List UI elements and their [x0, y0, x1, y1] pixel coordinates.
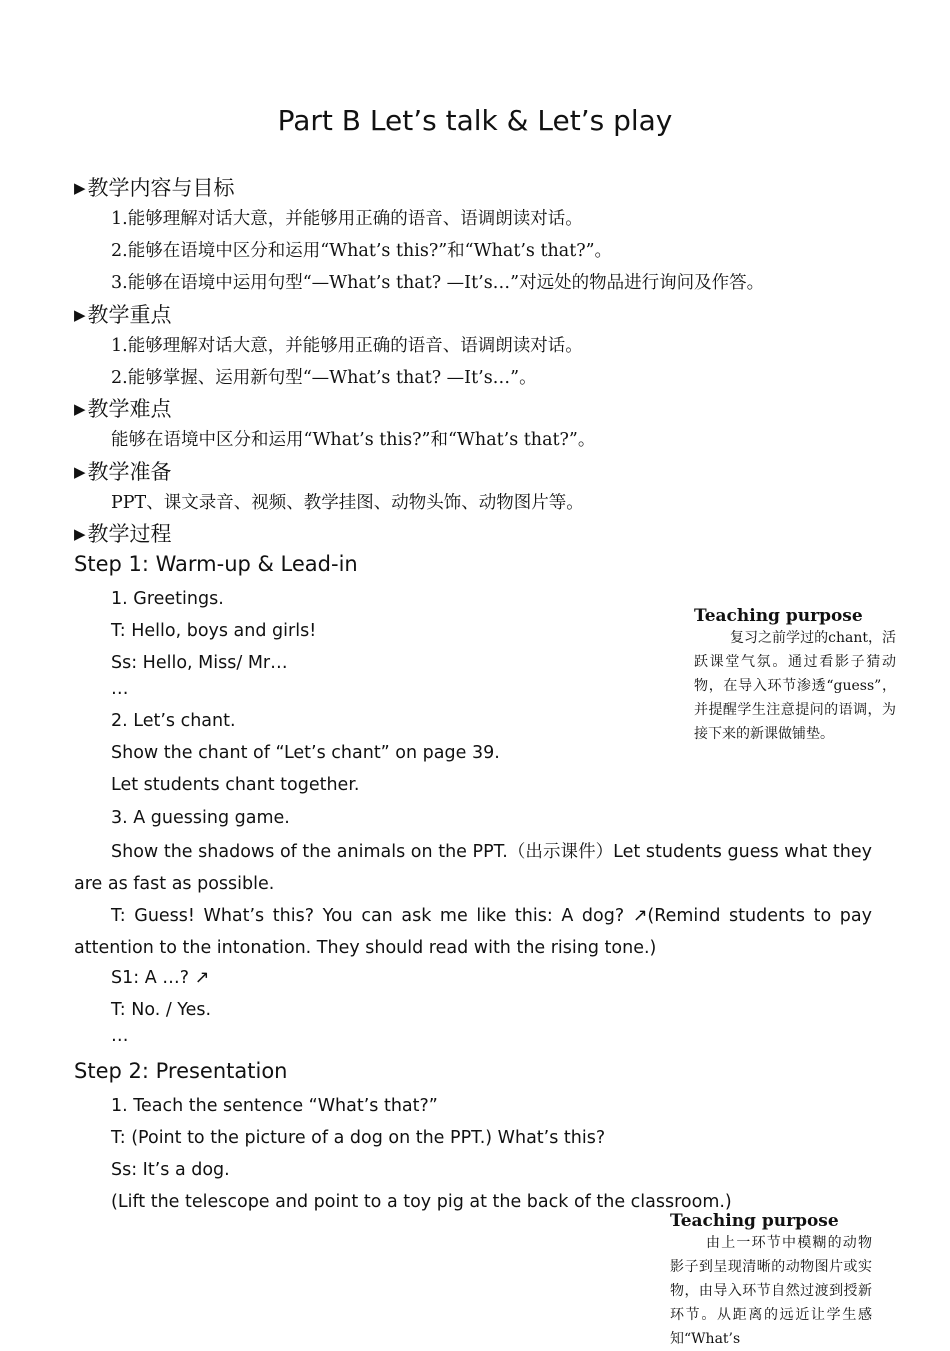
note-heading: Teaching purpose: [670, 1211, 839, 1231]
triangle-bullet-icon: ▶: [74, 179, 86, 197]
note-heading: Teaching purpose: [694, 606, 863, 626]
goal-item: 3.能够在语境中运用句型“—What’s that? —It’s…”对远处的物品进行询问及作答。: [111, 273, 765, 293]
page-title: Part B Let’s talk & Let’s play: [277, 104, 673, 137]
step2-line: T: (Point to the picture of a dog on the PPT.) What’s this?: [111, 1128, 606, 1148]
section-heading-text: 教学内容与目标: [87, 176, 235, 200]
section-heading-text: 教学过程: [87, 522, 172, 546]
step1-line: …: [111, 679, 129, 699]
step1-line: 2. Let’s chant.: [111, 711, 236, 731]
section-heading-text: 教学难点: [87, 397, 172, 421]
triangle-bullet-icon: ▶: [74, 306, 86, 324]
step1-line: 3. A guessing game.: [111, 808, 290, 828]
section-heading-text: 教学准备: [87, 460, 172, 484]
section-heading-difficulties: [74, 393, 172, 423]
step1-paragraph: Show the shadows of the animals on the PPT.（出示课件）Let students guess what they are as fast as possible.: [74, 842, 872, 894]
section-heading-goals: [74, 172, 235, 202]
goal-item: 2.能够在语境中区分和运用“What’s this?”和“What’s that?”。: [111, 241, 613, 261]
triangle-bullet-icon: ▶: [74, 463, 86, 481]
step1-line: 1. Greetings.: [111, 589, 224, 609]
step2-line: (Lift the telescope and point to a toy pig at the back of the classroom.): [111, 1192, 732, 1212]
note-body: 由上一环节中模糊的动物影子到呈现清晰的动物图片或实物，由导入环节自然过渡到授新环节。从距离的远近让学生感知“What’s: [670, 1235, 872, 1347]
step1-line: Show the chant of “Let’s chant” on page 39.: [111, 743, 500, 763]
difficulty-text: 能够在语境中区分和运用“What’s this?”和“What’s that?”。: [111, 430, 596, 450]
triangle-bullet-icon: ▶: [74, 525, 86, 543]
step1-line: Let students chant together.: [111, 775, 360, 795]
goal-item: 1.能够理解对话大意，并能够用正确的语音、语调朗读对话。: [111, 209, 583, 229]
section-heading-key-points: [74, 299, 172, 329]
triangle-bullet-icon: ▶: [74, 400, 86, 418]
step2-line: Ss: It’s a dog.: [111, 1160, 230, 1180]
key-point-item: 2.能够掌握、运用新句型“—What’s that? —It’s…”。: [111, 368, 537, 388]
step1-line: Ss: Hello, Miss/ Mr…: [111, 653, 288, 673]
step1-line: S1: A …? ↗: [111, 968, 210, 988]
step1-line: T: Hello, boys and girls!: [111, 621, 317, 641]
step1-line: …: [111, 1026, 129, 1046]
step2-line: 1. Teach the sentence “What’s that?”: [111, 1096, 438, 1116]
step1-heading: Step 1: Warm-up & Lead-in: [74, 552, 358, 576]
step1-line: T: No. / Yes.: [111, 1000, 212, 1020]
step2-heading: Step 2: Presentation: [74, 1059, 288, 1083]
teaching-purpose-note: [694, 606, 896, 746]
teaching-purpose-note: [670, 1211, 872, 1351]
note-body: 复习之前学过的chant，活跃课堂气氛。通过看影子猜动物，在导入环节渗透“guess”，并提醒学生注意提问的语调，为接下来的新课做铺垫。: [694, 630, 896, 742]
key-point-item: 1.能够理解对话大意，并能够用正确的语音、语调朗读对话。: [111, 336, 583, 356]
preparation-text: PPT、课文录音、视频、教学挂图、动物头饰、动物图片等。: [111, 493, 584, 513]
section-heading-text: 教学重点: [87, 303, 172, 327]
section-heading-preparation: [74, 456, 172, 486]
step1-paragraph: T: Guess! What’s this? You can ask me like this: A dog? ↗(Remind students to pay attention to the intonation. They should read with the rising tone.): [74, 906, 872, 958]
section-heading-process: [74, 518, 172, 548]
